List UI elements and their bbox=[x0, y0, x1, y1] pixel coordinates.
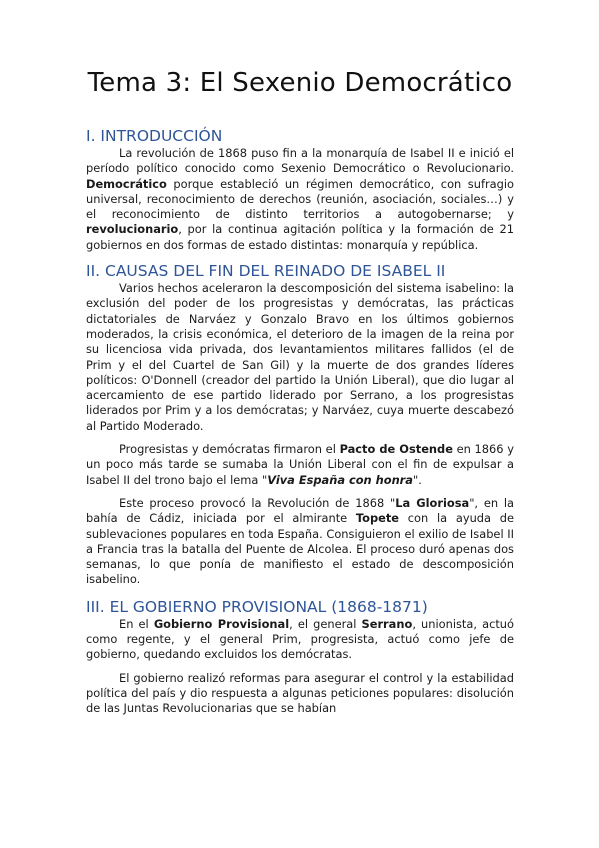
section-gobierno-provisional bbox=[86, 597, 514, 717]
page-title: Tema 3: El Sexenio Democrático bbox=[87, 68, 513, 98]
text-run: en 1866 y un poco más tarde se sumaba la Unión Liberal con el fin de expulsar a Isabel II del trono bajo el lema " bbox=[86, 442, 514, 487]
bold-text: Serrano bbox=[361, 616, 413, 631]
section-heading: III. EL GOBIERNO PROVISIONAL (1868-1871) bbox=[86, 597, 428, 616]
paragraph bbox=[86, 146, 514, 253]
bold-text: La Gloriosa bbox=[395, 495, 470, 510]
bold-text: Pacto de Ostende bbox=[339, 442, 453, 457]
text-run: Este proceso provocó la Revolución de 1868 " bbox=[119, 495, 396, 510]
bold-text: Viva España con honra bbox=[267, 472, 413, 487]
text-run: Varios hechos aceleraron la descomposición del sistema isabelino: la exclusión del poder de los progresistas y demócratas, las prácticas dictatoriales de Narváez y Gonzalo Bravo en los últimos gobiernos moderados, la crisis económica, el deterioro de la imagen de la reina por su licenciosa vida privada, dos levantamientos militares fallidos (el de Prim y el del Cuartel de San Gil) y la muerte de dos grandes líderes políticos: O'Donnell (creador del partido la Unión Liberal), que dio lugar al acercamiento de ese partido liderado por Serrano, a los progresistas liderados por Prim y a los demócratas; y Narváez, cuya muerte descabezó al Partido Moderado. bbox=[86, 281, 514, 433]
paragraph bbox=[86, 671, 514, 717]
section-heading: II. CAUSAS DEL FIN DEL REINADO DE ISABEL II bbox=[86, 262, 446, 281]
text-run: El gobierno realizó reformas para asegurar el control y la estabilidad política del país y dio respuesta a algunas peticiones populares: disolución de las Juntas Revolucionarias que se habían bbox=[86, 670, 514, 716]
text-run: , unionista, actuó como regente, y el general Prim, progresista, actuó como jefe de gobierno, quedando excluidos los demócratas. bbox=[86, 616, 514, 662]
section-introduccion bbox=[86, 126, 514, 253]
text-run: La revolución de 1868 puso fin a la monarquía de Isabel II e inició el período político conocido como Sexenio Democrático o Revolucionario. bbox=[86, 146, 514, 176]
text-run: ". bbox=[412, 472, 422, 487]
bold-text: Democrático bbox=[86, 176, 167, 191]
bold-text: Gobierno Provisional bbox=[153, 616, 290, 631]
bold-text: revolucionario bbox=[86, 222, 179, 237]
text-run: Progresistas y demócratas firmaron el bbox=[119, 442, 340, 457]
paragraph bbox=[86, 281, 514, 434]
text-run: En el bbox=[119, 616, 154, 631]
paragraph bbox=[86, 617, 514, 663]
text-run: porque estableció un régimen democrático, con sufragio universal, reconocimiento de derechos (reunión, asociación, sociales…) y el reconocimiento de distinto territorios a autogobernarse; y bbox=[86, 176, 514, 222]
paragraph bbox=[86, 442, 514, 488]
text-run: ", en la bahía de Cádiz, iniciada por el almirante bbox=[86, 495, 514, 526]
text-run: , por la continua agitación política y la formación de 21 gobiernos en dos formas de estado distintas: monarquía y república. bbox=[86, 222, 514, 252]
paragraph bbox=[86, 496, 514, 588]
section-heading: I. INTRODUCCIÓN bbox=[86, 127, 223, 145]
bold-text: Topete bbox=[355, 511, 400, 526]
text-run: con la ayuda de sublevaciones populares en toda España. Consiguieron el exilio de Isabel II a Francia tras la batalla del Puente de Alcolea. El proceso duró apenas dos semanas, lo que ponía de manifiesto el estado de descomposición isabelino. bbox=[86, 511, 514, 587]
document-page bbox=[86, 66, 514, 717]
text-run: , el general bbox=[289, 616, 362, 631]
section-causas bbox=[86, 261, 514, 588]
